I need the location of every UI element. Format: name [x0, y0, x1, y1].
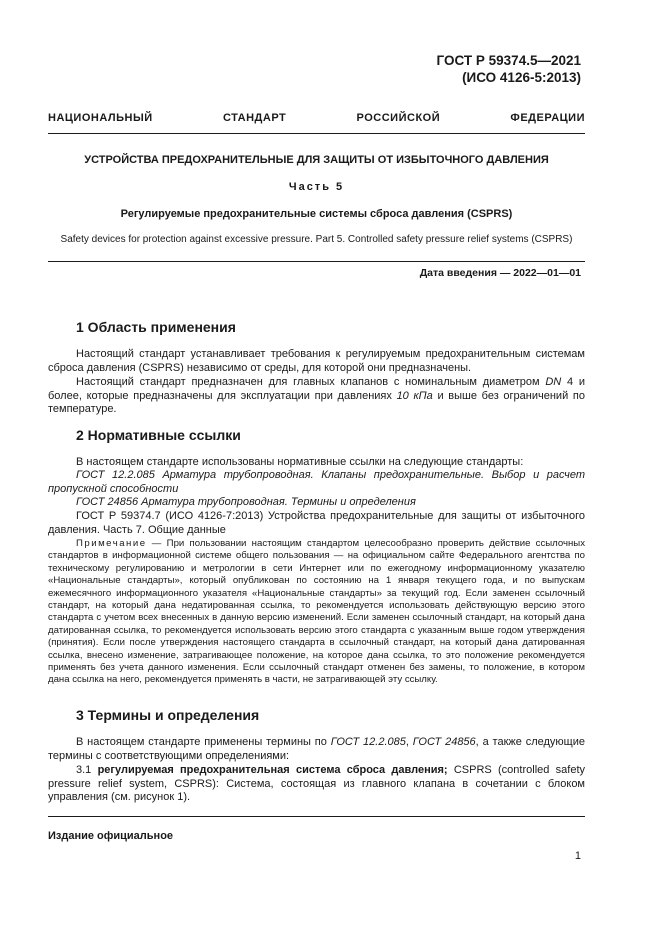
normative-note: Примечание — При пользовании настоящим стандартом целесообразно проверить действие ссылочных стандартов в информационной системе общего пользования — на официальном сайте Федерального агентства по техническому регулированию и метрологии в сети Интернет или по ежегодному информационному указателю «Национальные стандарты», который опубликован по состоянию на 1 января текущего года, и по выпускам ежемесячного информационного указателя «Национальные стандарты» за текущий год. Если заменен ссылочный стандарт, на который дана недатированная ссылка, то рекомендуется использовать действующую версию этого стандарта с учетом всех внесенных в данную версию изменений. Если заменен ссылочный стандарт, на который дана датированная ссылка, то рекомендуется использовать версию этого стандарта с указанным выше годом утверждения (принятия). Если после утверждения настоящего стандарта в ссылочный стандарт, на который дана датированная ссылка, внесено изменение, затрагивающее положение, на которое дана ссылка, то это положение рекомендуется применять без учета данного изменения. Если ссылочный стандарт отменен без замены, то положение, в котором дана ссылка на него, рекомендуется применять в части, не затрагивающей эту ссылку.	[48, 538, 585, 686]
term-name: регулируемая предохранительная система сброса давления;	[97, 764, 448, 776]
reference-gost-r-59374-7: ГОСТ Р 59374.7 (ИСО 4126-7:2013) Устройства предохранительные для защиты от избыточного давления. Часть 7. Общие данные	[48, 510, 585, 536]
footer-divider	[48, 816, 585, 817]
english-title: Safety devices for protection against excessive pressure. Part 5. Controlled safety pressure relief systems (CSPRS)	[60, 234, 573, 245]
header-divider	[48, 133, 585, 134]
document-subtitle: Регулируемые предохранительные системы сброса давления (CSPRS)	[120, 208, 513, 220]
term-3-1: 3.1 регулируемая предохранительная система сброса давления; CSPRS (controlled safety pressure relief system, CSPRS): Система, состоящая из главного клапана в сочетании с блоком управления (см. рисунок 1).	[48, 764, 585, 803]
iso-reference: (ИСО 4126-5:2013)	[462, 70, 581, 85]
section-1-paragraph-1: Настоящий стандарт устанавливает требования к регулируемым предохранительным системам сброса давления (CSPRS) независимо от среды, для которой они предназначены.	[48, 348, 585, 374]
document-number-block	[437, 52, 581, 86]
reference-gost-24856: ГОСТ 24856 Арматура трубопроводная. Термины и определения	[76, 496, 416, 508]
reference-gost-12-2-085: ГОСТ 12.2.085 Арматура трубопроводная. Клапаны предохранительные. Выбор и расчет пропускной способности	[48, 469, 585, 495]
effective-date: Дата введения — 2022—01—01	[419, 267, 581, 279]
pressure-value: 10 кПа	[396, 389, 433, 402]
dn-symbol: DN	[545, 376, 562, 388]
note-label: Примечание	[76, 538, 147, 549]
page-number: 1	[574, 850, 581, 862]
part-label: Часть 5	[288, 181, 345, 193]
section-1-paragraph-2: Настоящий стандарт предназначен для главных клапанов с номинальным диаметром DN 4 и более, которые предназначены для эксплуатации при давлениях 10 кПа и выше без ограничений по температуре.	[48, 376, 585, 415]
section-3-heading: 3 Термины и определения	[76, 707, 260, 723]
section-2-heading: 2 Нормативные ссылки	[76, 427, 241, 443]
document-title: УСТРОЙСТВА ПРЕДОХРАНИТЕЛЬНЫЕ ДЛЯ ЗАЩИТЫ ОТ ИЗБЫТОЧНОГО ДАВЛЕНИЯ	[84, 154, 549, 166]
official-edition-label: Издание официальное	[48, 830, 174, 842]
document-id: ГОСТ Р 59374.5—2021	[436, 53, 581, 68]
section-2-intro: В настоящем стандарте использованы нормативные ссылки на следующие стандарты:	[76, 456, 524, 468]
section-3-intro: В настоящем стандарте применены термины по ГОСТ 12.2.085, ГОСТ 24856, а также следующие термины с соответствующими определениями:	[48, 736, 585, 762]
national-standard-banner: НАЦИОНАЛЬНЫЙ СТАНДАРТ РОССИЙСКОЙ ФЕДЕРАЦИИ	[48, 112, 585, 124]
section-1-heading: 1 Область применения	[76, 319, 236, 335]
title-divider	[48, 261, 585, 262]
